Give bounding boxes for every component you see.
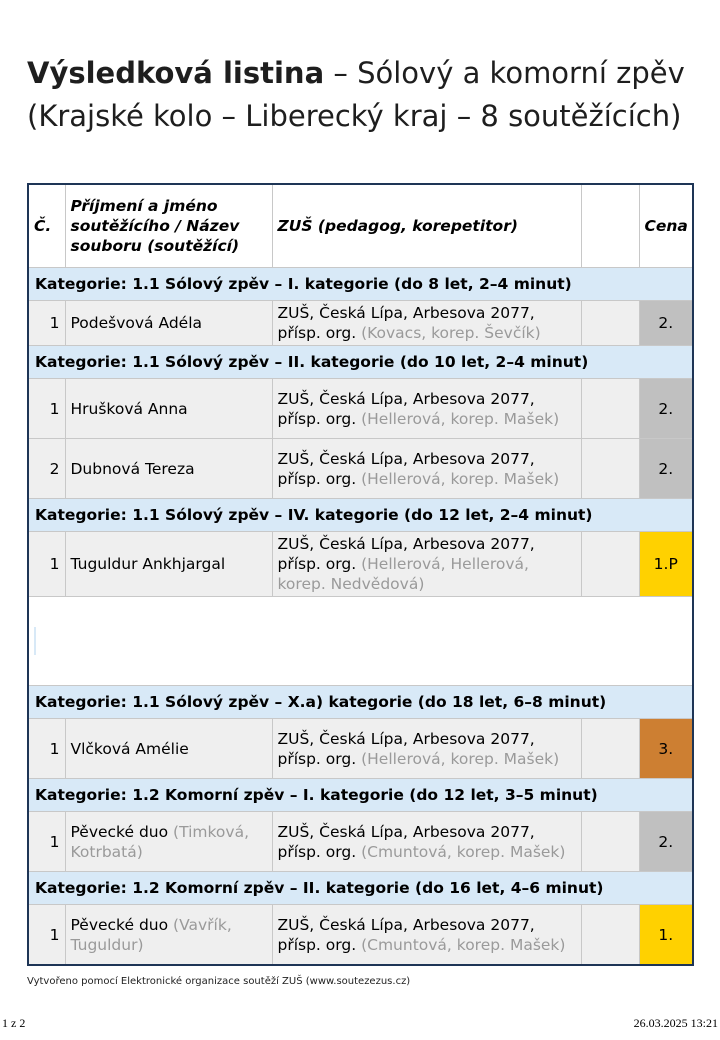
- cell-extra: [581, 812, 639, 872]
- teacher-names: (Hellerová, korep. Mašek): [361, 409, 560, 428]
- school-name: ZUŠ, Česká Lípa, Arbesova 2077, přísp. org.: [277, 449, 535, 488]
- contestant-name: Hrušková Anna: [70, 399, 188, 418]
- cell-prize: 1.: [639, 905, 693, 966]
- cell-extra: [581, 532, 639, 597]
- school-name: ZUŠ, Česká Lípa, Arbesova 2077, přísp. org.: [277, 915, 535, 954]
- print-date: 26.03.2025 13:21: [633, 1016, 718, 1030]
- cell-no: 1: [28, 379, 65, 439]
- ensemble-name: Pěvecké duo: [70, 822, 169, 841]
- cell-no: 2: [28, 439, 65, 499]
- cell-name: [65, 439, 272, 499]
- teacher-names: (Hellerová, korep. Mašek): [361, 469, 560, 488]
- header-extra: [581, 184, 639, 268]
- contestant-name: Podešvová Adéla: [70, 314, 202, 332]
- cell-name: [65, 532, 272, 597]
- footer-note: Vytvořeno pomocí Elektronické organizace soutěží ZUŠ (www.soutezezus.cz): [27, 976, 411, 987]
- ensemble-name: Pěvecké duo: [70, 915, 169, 934]
- header-name: Příjmení a jméno soutěžícího / Název souboru (soutěžící): [65, 184, 272, 268]
- school-name: ZUŠ, Česká Lípa, Arbesova 2077, přísp. org.: [277, 729, 535, 768]
- results-table: [27, 183, 694, 966]
- table-row: [28, 439, 693, 499]
- cell-no: 1: [28, 905, 65, 966]
- page-title-bold: Výsledková listina: [27, 56, 325, 90]
- cell-name: [65, 379, 272, 439]
- category-row: [28, 686, 693, 719]
- category-label: Kategorie: 1.1 Sólový zpěv – II. kategorie (do 10 let, 2–4 minut): [28, 346, 693, 379]
- cell-no: 1: [28, 812, 65, 872]
- page-break-cell: [28, 597, 693, 686]
- cell-name: [65, 812, 272, 872]
- category-label: Kategorie: 1.1 Sólový zpěv – X.a) kategorie (do 18 let, 6–8 minut): [28, 686, 693, 719]
- category-label: Kategorie: 1.1 Sólový zpěv – IV. kategorie (do 12 let, 2–4 minut): [28, 499, 693, 532]
- cell-extra: [581, 379, 639, 439]
- cell-school: [272, 812, 581, 872]
- school-name: ZUŠ, Česká Lípa, Arbesova 2077, přísp. org.: [277, 304, 535, 342]
- contestant-name: Tuguldur Ankhjargal: [70, 555, 226, 573]
- school-name: ZUŠ, Česká Lípa, Arbesova 2077, přísp. org.: [277, 535, 535, 573]
- cell-school: [272, 532, 581, 597]
- category-label: Kategorie: 1.2 Komorní zpěv – II. kategorie (do 16 let, 4–6 minut): [28, 872, 693, 905]
- school-name: ZUŠ, Česká Lípa, Arbesova 2077, přísp. org.: [277, 389, 535, 428]
- page-title: [27, 52, 707, 138]
- cell-school: [272, 301, 581, 346]
- category-row: [28, 872, 693, 905]
- ensemble-members: (Vavřík, Tuguldur): [70, 915, 232, 954]
- ensemble-members: (Timková, Kotrbatá): [70, 822, 249, 861]
- cell-school: [272, 905, 581, 966]
- teacher-names: (Kovacs, korep. Ševčík): [361, 324, 541, 342]
- category-row: [28, 346, 693, 379]
- gap-marker: [34, 627, 36, 655]
- page-break-gap: [28, 597, 693, 686]
- table-header-row: [28, 184, 693, 268]
- cell-prize: 2.: [639, 812, 693, 872]
- cell-no: 1: [28, 719, 65, 779]
- teacher-names: (Hellerová, korep. Mašek): [361, 749, 560, 768]
- cell-prize: 1.P: [639, 532, 693, 597]
- cell-name: [65, 301, 272, 346]
- table-row: [28, 812, 693, 872]
- table-row: [28, 301, 693, 346]
- teacher-names: (Cmuntová, korep. Mašek): [361, 842, 566, 861]
- cell-name: [65, 719, 272, 779]
- cell-name: [65, 905, 272, 966]
- table-row: [28, 379, 693, 439]
- category-row: [28, 499, 693, 532]
- cell-prize: 3.: [639, 719, 693, 779]
- header-prize: Cena: [639, 184, 693, 268]
- teacher-names: (Cmuntová, korep. Mašek): [361, 935, 566, 954]
- cell-extra: [581, 719, 639, 779]
- school-name: ZUŠ, Česká Lípa, Arbesova 2077, přísp. org.: [277, 822, 535, 861]
- cell-no: 1: [28, 532, 65, 597]
- cell-prize: 2.: [639, 301, 693, 346]
- cell-extra: [581, 905, 639, 966]
- category-label: Kategorie: 1.1 Sólový zpěv – I. kategorie (do 8 let, 2–4 minut): [28, 268, 693, 301]
- page-title-rest: – Sólový a komorní zpěv (Krajské kolo – Liberecký kraj – 8 soutěžících): [27, 56, 685, 133]
- category-row: [28, 268, 693, 301]
- contestant-name: Vlčková Amélie: [70, 739, 189, 758]
- header-no: Č.: [28, 184, 65, 268]
- cell-prize: 2.: [639, 379, 693, 439]
- cell-extra: [581, 301, 639, 346]
- table-row: [28, 719, 693, 779]
- category-label: Kategorie: 1.2 Komorní zpěv – I. kategorie (do 12 let, 3–5 minut): [28, 779, 693, 812]
- category-row: [28, 779, 693, 812]
- cell-extra: [581, 439, 639, 499]
- table-row: [28, 905, 693, 966]
- cell-school: [272, 379, 581, 439]
- cell-school: [272, 719, 581, 779]
- cell-no: 1: [28, 301, 65, 346]
- cell-prize: 2.: [639, 439, 693, 499]
- table-row: [28, 532, 693, 597]
- header-school: ZUŠ (pedagog, korepetitor): [272, 184, 581, 268]
- teacher-names: (Hellerová, Hellerová, korep. Nedvědová): [277, 555, 529, 593]
- cell-school: [272, 439, 581, 499]
- page-number: 1 z 2: [2, 1016, 26, 1030]
- contestant-name: Dubnová Tereza: [70, 459, 195, 478]
